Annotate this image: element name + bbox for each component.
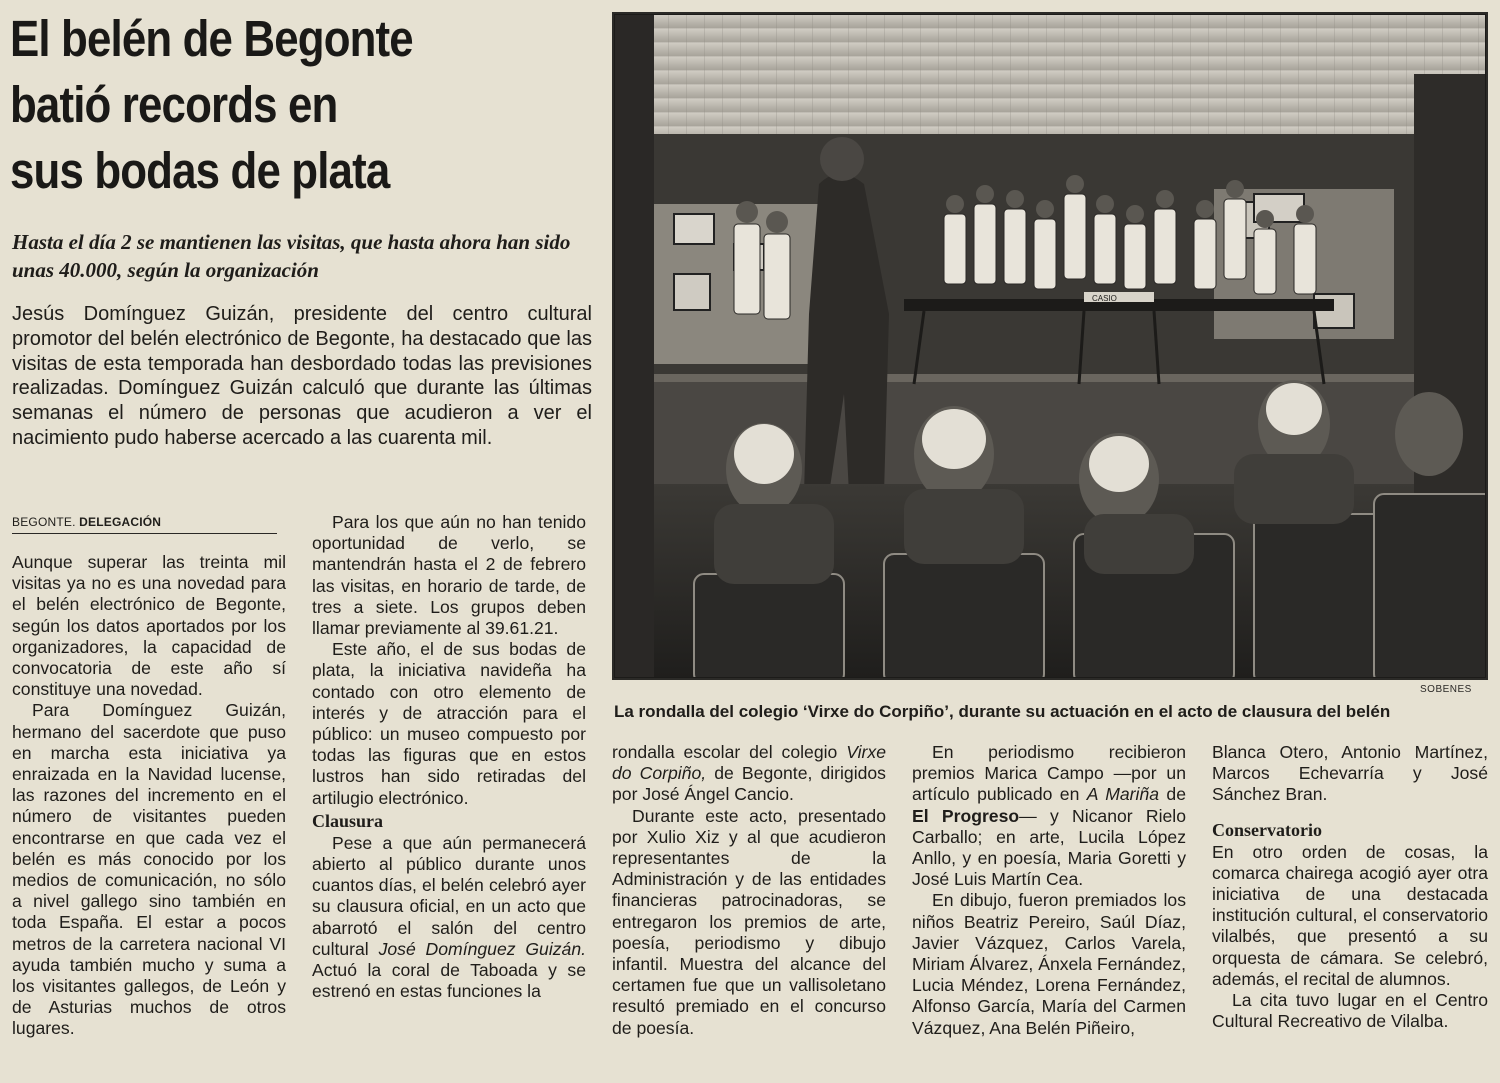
article-column-4	[912, 742, 1186, 1039]
headline	[10, 6, 517, 204]
byline-source: DELEGACIÓN	[79, 515, 162, 529]
col2-p3-text-a: Pese a que aún permanecerá abierto al público durante unos cuantos días, el belén celebró ayer su clausura oficial, en un acto que abarrotó el salón del centro cultural	[312, 832, 586, 959]
lead-paragraph: Jesús Domínguez Guizán, presidente del centro cultural promotor del belén electrónico de Begonte, ha destacado que las visitas de esta temporada han desbordado todas las previsiones realizadas. Domínguez Guizán calculó que durante las últimas semanas el número de personas que acudieron a ver el nacimiento pudo haberse acercado a las cuarenta mil.	[12, 303, 592, 449]
byline-place: BEGONTE.	[12, 515, 76, 529]
rondalla-photo-illustration	[614, 14, 1486, 678]
headline-line-1: El belén de Begonte	[10, 10, 413, 67]
col4-paragraph-2: En dibujo, fueron premiados los niños Beatriz Pereiro, Saúl Díaz, Javier Vázquez, Carlos Varela, Miriam Álvarez, Ánxela Fernández, Lucia Méndez, Lorena Fernández, Alfonso García, María del Carmen Vázquez, Ana Belén Piñeiro,	[912, 890, 1186, 1038]
headline-line-2: batió records en	[10, 76, 338, 133]
col2-paragraph-2: Este año, el de sus bodas de plata, la iniciativa navideña ha contado con otro elemento de interés y de atracción para el público: un museo compuesto por todas las figuras que en estos lustros han sido retiradas del artilugio electrónico.	[312, 639, 586, 808]
headline-line-3: sus bodas de plata	[10, 142, 390, 199]
col2-p3-venue: José Domínguez Guizán.	[378, 938, 587, 959]
col4-p1-text-a: En periodismo recibieron premios Marica Campo —por un artículo publicado en	[912, 742, 1186, 805]
col1-paragraph-1: Aunque superar las treinta mil visitas ya no es una novedad para el belén electrónico de Begonte, según los datos aportados por los organizadores, la capacidad de convocatoria de este año sí constituye una novedad.	[12, 552, 286, 700]
col2-paragraph-1: Para los que aún no han tenido oportunidad de verlo, se mantendrán hasta el 2 de febrero las visitas, en horario de tarde, de tres a siete. Los grupos deben llamar previamente al 39.61.21.	[312, 512, 586, 639]
photo-credit: SOBENES	[1420, 684, 1472, 695]
col5-paragraph-1: Blanca Otero, Antonio Martínez, Marcos Echevarría y José Sánchez Bran.	[1212, 742, 1488, 805]
concert-photo	[612, 12, 1488, 680]
photo-caption: La rondalla del colegio ‘Virxe do Corpiño’, durante su actuación en el acto de clausura del belén	[614, 702, 1391, 721]
deck: Hasta el día 2 se mantienen las visitas, que hasta ahora han sido unas 40.000, según la organización	[12, 230, 571, 282]
col2-p3-text-b: Actuó la coral de Taboada y se estrenó en estas funciones la	[312, 960, 586, 1002]
article-column-5	[1212, 742, 1488, 1032]
article-column-3	[612, 742, 886, 1039]
article-column-1	[12, 552, 286, 1040]
article-column-2	[312, 512, 586, 1002]
col3-paragraph-2: Durante este acto, presentado por Xulio Xiz y al que acudieron representantes de la Administración y de las entidades financieras patrocinadoras, se entregaron los premios de arte, poesía, periodismo y dibujo infantil. Muestra del alcance del certamen fue que un vallisoletano resultó premiado en el concurso de poesía.	[612, 805, 886, 1038]
col3-paragraph-1	[612, 742, 886, 806]
col3-p1-text-b: de Begonte, dirigidos por José Ángel Cancio.	[612, 763, 886, 805]
byline	[12, 514, 277, 534]
col4-p1-newspaper: El Progreso	[912, 805, 1020, 826]
col1-paragraph-2: Para Domínguez Guizán, hermano del sacerdote que puso en marcha esta iniciativa ya enraizada en la Navidad lucense, las razones del incremento en el número de visitantes pueden encontrarse en que cada vez el belén es más conocido por los medios de comunicación, no sólo a nivel gallego sino también en toda España. El estar a pocos metros de la carretera nacional VI ayuda también mucho y suma a los visitantes gallegos, de León y de Asturias muchos de otros lugares.	[12, 700, 286, 1039]
col4-p1-text-c: — y Nicanor Rielo Carballo; en arte, Lucila López Anllo, y en poesía, Maria Goretti y José Luis Martín Cea.	[912, 805, 1186, 890]
col5-paragraph-2: En otro orden de cosas, la comarca chairega acogió ayer otra iniciativa de una destacada institución cultural, el conservatorio vilalbés, que presentó a su orquesta de cámara. Se celebró, además, el recital de alumnos.	[1212, 841, 1488, 989]
col3-p1-text-a: rondalla escolar del colegio	[612, 742, 847, 762]
col4-p1-text-b: de	[1159, 784, 1186, 805]
col3-p1-school: Virxe do Corpiño,	[612, 742, 886, 784]
col4-paragraph-1	[912, 742, 1186, 890]
subhead-clausura: Clausura	[312, 810, 384, 831]
col4-p1-publication: A Mariña	[1086, 784, 1160, 805]
col2-paragraph-3	[312, 833, 586, 1003]
col5-paragraph-3: La cita tuvo lugar en el Centro Cultural Recreativo de Vilalba.	[1212, 990, 1488, 1032]
keyboard-brand-label: CASIO	[1092, 294, 1117, 303]
subhead-conservatorio: Conservatorio	[1212, 819, 1322, 840]
